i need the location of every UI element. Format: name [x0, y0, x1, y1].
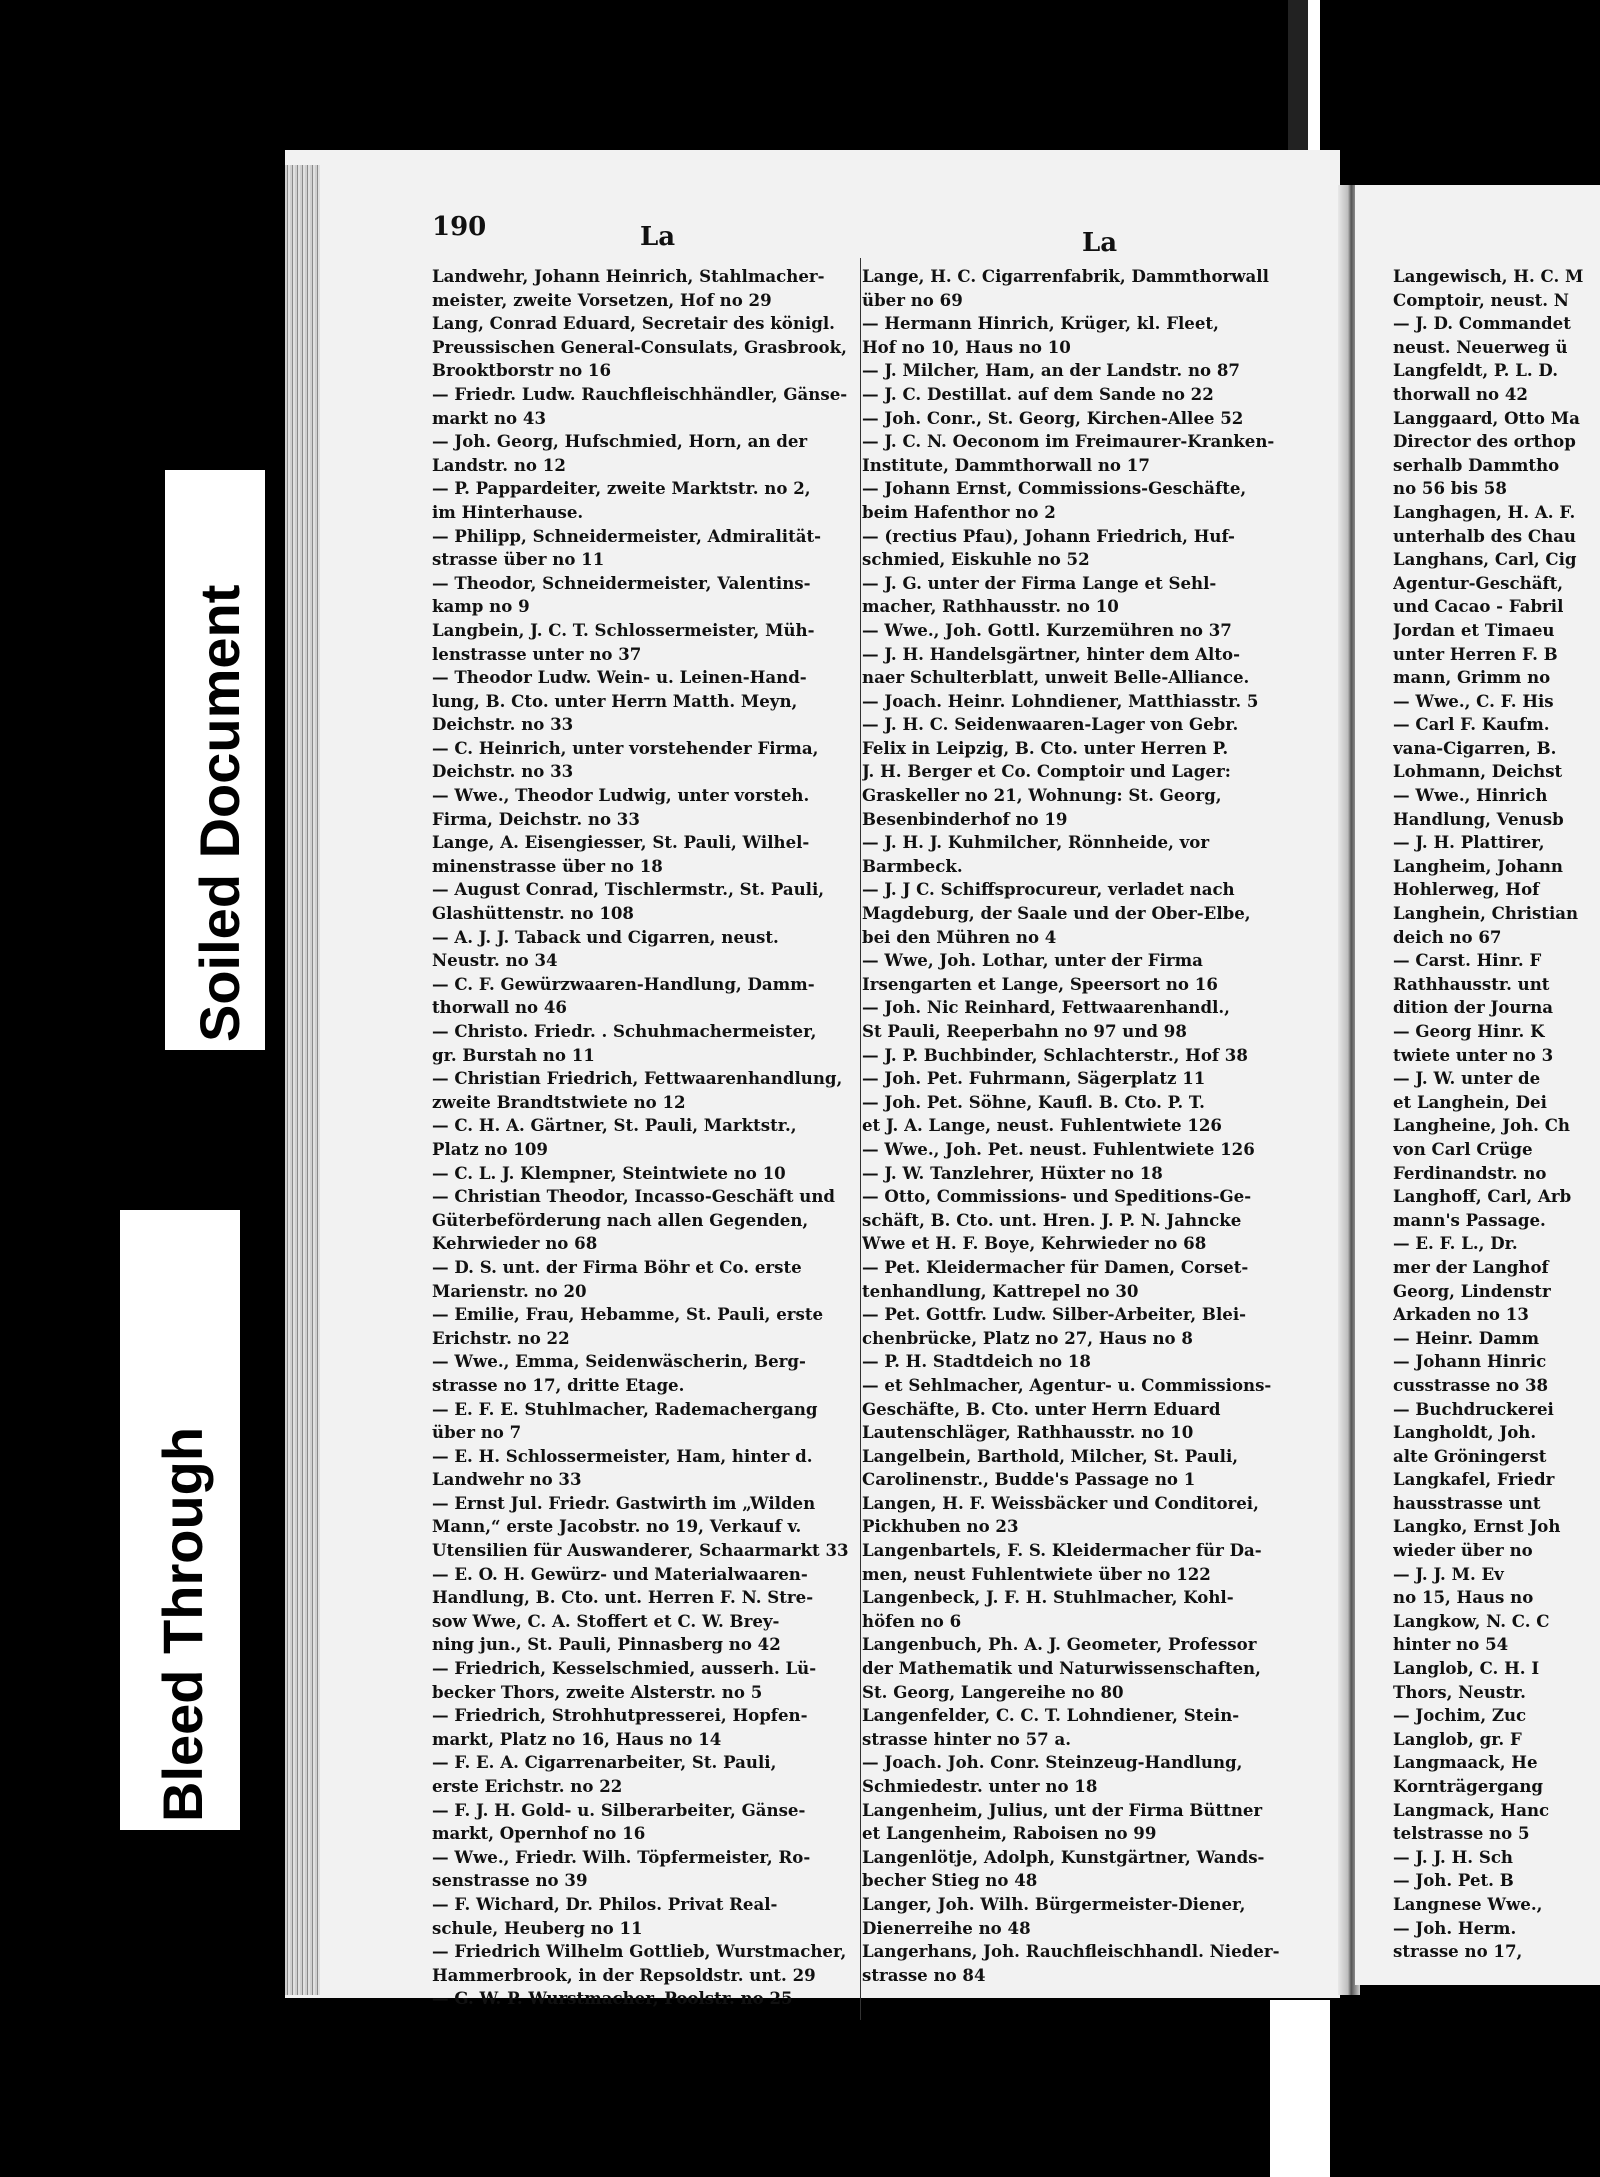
entry-line: Hof no 10, Haus no 10	[862, 336, 1071, 357]
entry-line: Langbein, J. C. T. Schlossermeister, Müh-	[432, 619, 815, 640]
entry-line: Handlung, Venusb	[1393, 808, 1564, 829]
entry-line: meister, zweite Vorsetzen, Hof no 29	[432, 289, 772, 310]
entry-line: Geschäfte, B. Cto. unter Herrn Eduard	[862, 1398, 1221, 1419]
entry-line: Ferdinandstr. no	[1393, 1162, 1547, 1183]
entry-line: telstrasse no 5	[1393, 1823, 1530, 1844]
entry-line: — C. H. A. Gärtner, St. Pauli, Marktstr.,	[432, 1115, 797, 1136]
entry-line: Langko, Ernst Joh	[1393, 1516, 1561, 1537]
entry-line: Deichstr. no 33	[432, 761, 574, 782]
entry-line: — Jochim, Zuc	[1393, 1705, 1527, 1726]
entry-line: alte Gröningerst	[1393, 1445, 1547, 1466]
entry-line: — Wwe., Friedr. Wilh. Töpfermeister, Ro-	[432, 1846, 811, 1867]
entry-line: — Friedrich, Kesselschmied, ausserh. Lü-	[432, 1658, 817, 1679]
entry-line: Institute, Dammthorwall no 17	[862, 454, 1150, 475]
entry-line: Langnese Wwe.,	[1393, 1893, 1543, 1914]
entry-line: — Christian Friedrich, Fettwaarenhandlung,	[432, 1068, 843, 1089]
entry-line: ning jun., St. Pauli, Pinnasberg no 42	[432, 1634, 781, 1655]
entry-line: strasse no 17,	[1393, 1941, 1523, 1962]
entry-line: tenhandlung, Kattrepel no 30	[862, 1280, 1139, 1301]
entry-line: Neustr. no 34	[432, 950, 558, 971]
entry-line: — J. G. unter der Firma Lange et Sehl-	[862, 572, 1217, 593]
entry-line: schule, Heuberg no 11	[432, 1917, 643, 1938]
entry-line: Langenbartels, F. S. Kleidermacher für Da-	[862, 1540, 1262, 1561]
entry-line: Rathhausstr. unt	[1393, 973, 1550, 994]
entry-line: Lautenschläger, Rathhausstr. no 10	[862, 1422, 1194, 1443]
entry-line: Pickhuben no 23	[862, 1516, 1019, 1537]
entry-line: Comptoir, neust. N	[1393, 289, 1569, 310]
entry-line: zweite Brandtstwiete no 12	[432, 1091, 686, 1112]
entry-line: — Wwe., C. F. His	[1393, 690, 1554, 711]
entry-line: et Langhein, Dei	[1393, 1091, 1547, 1112]
entry-line: — Joach. Heinr. Lohndiener, Matthiasstr. 5	[862, 690, 1259, 711]
entry-line: hausstrasse unt	[1393, 1492, 1541, 1513]
entry-line: unter Herren F. B	[1393, 643, 1558, 664]
entry-line: — J. J. H. Sch	[1393, 1846, 1513, 1867]
entry-line: dition der Journa	[1393, 997, 1554, 1018]
entry-line: men, neust Fuhlentwiete über no 122	[862, 1563, 1211, 1584]
bleed-through-label	[120, 1210, 240, 1830]
directory-column-2	[862, 265, 1322, 2025]
entry-line: Langkow, N. C. C	[1393, 1610, 1550, 1631]
entry-line: Hohlerweg, Hof	[1393, 879, 1540, 900]
entry-line: der Mathematik und Naturwissenschaften,	[862, 1658, 1261, 1679]
entry-line: — J. J C. Schiffsprocureur, verladet nach	[862, 879, 1235, 900]
entry-line: Besenbinderhof no 19	[862, 808, 1068, 829]
entry-line: — F. J. H. Gold- u. Silberarbeiter, Gänse-	[432, 1799, 806, 1820]
entry-line: — E. H. Schlossermeister, Ham, hinter d.	[432, 1445, 813, 1466]
entry-line: — E. F. L., Dr.	[1393, 1233, 1518, 1254]
entry-line: — Joh. Pet. Söhne, Kaufl. B. Cto. P. T.	[862, 1091, 1205, 1112]
entry-line: neust. Neuerweg ü	[1393, 336, 1568, 357]
entry-line: Langenfelder, C. C. T. Lohndiener, Stein-	[862, 1705, 1240, 1726]
entry-line: — Joh. Georg, Hufschmied, Horn, an der	[432, 431, 808, 452]
entry-line: Langenbuch, Ph. A. J. Geometer, Professor	[862, 1634, 1257, 1655]
entry-line: becher Stieg no 48	[862, 1870, 1038, 1891]
entry-line: Glashüttenstr. no 108	[432, 903, 634, 924]
entry-line: — Friedr. Ludw. Rauchfleischhändler, Gänse-	[432, 383, 848, 404]
entry-line: Magdeburg, der Saale und der Ober-Elbe,	[862, 903, 1251, 924]
bleed-through-text: Bleed Through	[151, 1426, 214, 1822]
entry-line: — C. L. J. Klempner, Steintwiete no 10	[432, 1162, 786, 1183]
entry-line: chenbrücke, Platz no 27, Haus no 8	[862, 1327, 1193, 1348]
entry-line: Langelbein, Barthold, Milcher, St. Pauli,	[862, 1445, 1239, 1466]
entry-line: über no 69	[862, 289, 963, 310]
entry-line: Langgaard, Otto Ma	[1393, 407, 1580, 428]
entry-line: naer Schulterblatt, unweit Belle-Alliance.	[862, 667, 1250, 688]
entry-line: — Philipp, Schneidermeister, Admiralität-	[432, 525, 822, 546]
entry-line: Lohmann, Deichst	[1393, 761, 1563, 782]
entry-line: Carolinenstr., Budde's Passage no 1	[862, 1469, 1196, 1490]
entry-line: — J. H. J. Kuhmilcher, Rönnheide, vor	[862, 832, 1210, 853]
entry-line: Agentur-Geschäft,	[1393, 572, 1564, 593]
entry-line: — Joh. Pet. Fuhrmann, Sägerplatz 11	[862, 1068, 1206, 1089]
entry-line: — Christo. Friedr. . Schuhmachermeister,	[432, 1021, 817, 1041]
entry-line: — P. H. Stadtdeich no 18	[862, 1351, 1091, 1372]
entry-line: serhalb Dammtho	[1393, 454, 1560, 475]
entry-line: strasse hinter no 57 a.	[862, 1728, 1072, 1749]
entry-line: — J. P. Buchbinder, Schlachterstr., Hof 38	[862, 1044, 1248, 1065]
entry-line: Kornträgergang	[1393, 1776, 1544, 1796]
entry-line: — J. H. Plattirer,	[1393, 832, 1545, 853]
entry-line: lung, B. Cto. unter Herrn Matth. Meyn,	[432, 690, 798, 711]
page-edges	[285, 165, 320, 1995]
entry-line: — J. H. Handelsgärtner, hinter dem Alto-	[862, 643, 1240, 664]
entry-line: schmied, Eiskuhle no 52	[862, 549, 1090, 570]
entry-line: lenstrasse unter no 37	[432, 643, 642, 664]
white-strip-bottom	[1270, 2000, 1330, 2177]
entry-line: twiete unter no 3	[1393, 1044, 1554, 1065]
entry-line: Firma, Deichstr. no 33	[432, 808, 640, 829]
entry-line: mann's Passage.	[1393, 1209, 1546, 1230]
entry-line: höfen no 6	[862, 1610, 962, 1631]
entry-line: — Joh. Herm.	[1393, 1917, 1517, 1938]
entry-line: no 15, Haus no	[1393, 1587, 1534, 1608]
entry-line: Langheim, Johann	[1393, 855, 1563, 876]
entry-line: — (rectius Pfau), Johann Friedrich, Huf-	[862, 525, 1235, 546]
entry-line: — Wwe., Theodor Ludwig, unter vorsteh.	[432, 785, 810, 806]
entry-line: gr. Burstah no 11	[432, 1044, 595, 1065]
entry-line: St. Georg, Langereihe no 80	[862, 1681, 1124, 1702]
entry-line: minenstrasse über no 18	[432, 855, 663, 876]
entry-line: — E. O. H. Gewürz- und Materialwaaren-	[432, 1563, 808, 1584]
entry-line: Barmbeck.	[862, 855, 963, 876]
entry-line: kamp no 9	[432, 596, 530, 617]
entry-line: Güterbeförderung nach allen Gegenden,	[432, 1209, 809, 1230]
entry-line: Irsengarten et Lange, Speersort no 16	[862, 973, 1218, 994]
entry-line: — Otto, Commissions- und Speditions-Ge-	[862, 1186, 1252, 1207]
entry-line: Thors, Neustr.	[1393, 1681, 1526, 1702]
entry-line: — J. W. unter de	[1393, 1068, 1541, 1089]
entry-line: — J. H. C. Seidenwaaren-Lager von Gebr.	[862, 714, 1239, 735]
entry-line: Langfeldt, P. L. D.	[1393, 360, 1558, 381]
entry-line: — Hermann Hinrich, Krüger, kl. Fleet,	[862, 313, 1219, 334]
entry-line: beim Hafenthor no 2	[862, 501, 1056, 522]
entry-line: Dienerreihe no 48	[862, 1917, 1031, 1938]
entry-line: Langhagen, H. A. F.	[1393, 501, 1576, 522]
entry-line: senstrasse no 39	[432, 1870, 588, 1891]
entry-line: Lange, A. Eisengiesser, St. Pauli, Wilhel-	[432, 832, 810, 853]
entry-line: Langenheim, Julius, unt der Firma Büttner	[862, 1799, 1263, 1820]
entry-line: Felix in Leipzig, B. Cto. unter Herren P.	[862, 737, 1229, 758]
entry-line: Preussischen General-Consulats, Grasbrook,	[432, 336, 847, 357]
entry-line: — D. S. unt. der Firma Böhr et Co. erste	[432, 1256, 802, 1277]
entry-line: St Pauli, Reeperbahn no 97 und 98	[862, 1021, 1187, 1041]
entry-line: — Ernst Jul. Friedr. Gastwirth im „Wilden	[432, 1492, 816, 1513]
entry-line: Landwehr, Johann Heinrich, Stahlmacher-	[432, 266, 825, 286]
entry-line: — Heinr. Damm	[1393, 1327, 1540, 1348]
entry-line: becker Thors, zweite Alsterstr. no 5	[432, 1681, 763, 1702]
entry-line: Langerhans, Joh. Rauchfleischhandl. Nieder-	[862, 1941, 1280, 1962]
entry-line: markt, Platz no 16, Haus no 14	[432, 1728, 722, 1749]
entry-line: Kehrwieder no 68	[432, 1233, 598, 1254]
entry-line: et J. A. Lange, neust. Fuhlentwiete 126	[862, 1115, 1222, 1136]
header-right-title: La	[1082, 228, 1118, 258]
entry-line: Mann,“ erste Jacobstr. no 19, Verkauf v.	[432, 1516, 802, 1537]
entry-line: — Carst. Hinr. F	[1393, 950, 1542, 971]
entry-line: Langholdt, Joh.	[1393, 1422, 1537, 1443]
entry-line: Lange, H. C. Cigarrenfabrik, Dammthorwall	[862, 266, 1269, 286]
entry-line: — J. W. Tanzlehrer, Hüxter no 18	[862, 1162, 1163, 1183]
directory-column-3	[1393, 265, 1600, 2025]
entry-line: Utensilien für Auswanderer, Schaarmarkt 33	[432, 1540, 849, 1561]
entry-line: Langkafel, Friedr	[1393, 1469, 1555, 1490]
directory-column-1	[432, 265, 877, 2025]
entry-line: — F. E. A. Cigarrenarbeiter, St. Pauli,	[432, 1752, 777, 1773]
entry-line: — Joh. Pet. B	[1393, 1870, 1514, 1891]
entry-line: Landstr. no 12	[432, 454, 566, 475]
entry-line: — Wwe., Hinrich	[1393, 785, 1548, 806]
entry-line: — Johann Hinric	[1393, 1351, 1547, 1372]
entry-line: — C. F. Gewürzwaaren-Handlung, Damm-	[432, 973, 815, 994]
entry-line: Langmack, Hanc	[1393, 1799, 1550, 1820]
entry-line: — et Sehlmacher, Agentur- u. Commissions-	[862, 1374, 1272, 1395]
entry-line: — Pet. Kleidermacher für Damen, Corset-	[862, 1256, 1249, 1277]
entry-line: Georg, Lindenstr	[1393, 1280, 1551, 1301]
entry-line: vana-Cigarren, B.	[1393, 737, 1557, 758]
entry-line: — Wwe, Joh. Lothar, unter der Firma	[862, 950, 1203, 971]
entry-line: — J. D. Commandet	[1393, 313, 1571, 334]
entry-line: — J. C. Destillat. auf dem Sande no 22	[862, 383, 1214, 404]
entry-line: mer der Langhof	[1393, 1256, 1549, 1277]
entry-line: — Wwe., Joh. Gottl. Kurzemühren no 37	[862, 619, 1232, 640]
entry-line: — E. F. E. Stuhlmacher, Rademachergang	[432, 1398, 818, 1419]
entry-line: deich no 67	[1393, 926, 1502, 947]
entry-line: Hammerbrook, in der Repsoldstr. unt. 29	[432, 1964, 816, 1985]
entry-line: im Hinterhause.	[432, 501, 584, 522]
entry-line: — Wwe., Emma, Seidenwäscherin, Berg-	[432, 1351, 806, 1372]
entry-line: Langmaack, He	[1393, 1752, 1538, 1773]
entry-line: — J. C. N. Oeconom im Freimaurer-Kranken-	[862, 431, 1275, 452]
entry-line: J. H. Berger et Co. Comptoir und Lager:	[862, 761, 1231, 782]
entry-line: et Langenheim, Raboisen no 99	[862, 1823, 1157, 1844]
entry-line: — P. Pappardeiter, zweite Marktstr. no 2,	[432, 478, 811, 499]
soiled-document-label	[165, 470, 265, 1050]
entry-line: strasse über no 11	[432, 549, 605, 570]
entry-line: — Theodor, Schneidermeister, Valentins-	[432, 572, 811, 593]
entry-line: mann, Grimm no	[1393, 667, 1551, 688]
entry-line: Langer, Joh. Wilh. Bürgermeister-Diener,	[862, 1893, 1246, 1914]
entry-line: strasse no 84	[862, 1964, 986, 1985]
entry-line: Langenbeck, J. F. H. Stuhlmacher, Kohl-	[862, 1587, 1234, 1608]
entry-line: erste Erichstr. no 22	[432, 1776, 623, 1796]
entry-line: — G. W. P. Wurstmacher, Poolstr. no 25	[432, 1988, 793, 2009]
entry-line: thorwall no 46	[432, 997, 567, 1018]
entry-line: über no 7	[432, 1422, 522, 1443]
entry-line: Langhans, Carl, Cig	[1393, 549, 1577, 570]
entry-line: schäft, B. Cto. unt. Hren. J. P. N. Jahncke	[862, 1209, 1242, 1230]
entry-line: — J. Milcher, Ham, an der Landstr. no 87	[862, 360, 1240, 381]
entry-line: unterhalb des Chau	[1393, 525, 1576, 546]
entry-line: — August Conrad, Tischlermstr., St. Pauli,	[432, 879, 825, 900]
entry-line: — Georg Hinr. K	[1393, 1021, 1545, 1041]
entry-line: — Friedrich Wilhelm Gottlieb, Wurstmacher,	[432, 1941, 847, 1962]
entry-line: Langenlötje, Adolph, Kunstgärtner, Wands-	[862, 1846, 1265, 1867]
entry-line: Director des orthop	[1393, 431, 1576, 452]
entry-line: — Joh. Conr., St. Georg, Kirchen-Allee 52	[862, 407, 1244, 428]
entry-line: cusstrasse no 38	[1393, 1374, 1549, 1395]
entry-line: strasse no 17, dritte Etage.	[432, 1374, 685, 1395]
entry-line: Langhein, Christian	[1393, 903, 1579, 924]
entry-line: Langen, H. F. Weissbäcker und Conditorei,	[862, 1492, 1259, 1513]
entry-line: markt, Opernhof no 16	[432, 1823, 646, 1844]
entry-line: — Wwe., Joh. Pet. neust. Fuhlentwiete 126	[862, 1138, 1255, 1159]
entry-line: — Friedrich, Strohhutpresserei, Hopfen-	[432, 1705, 808, 1726]
entry-line: bei den Mühren no 4	[862, 926, 1057, 947]
entry-line: Langhoff, Carl, Arb	[1393, 1186, 1572, 1207]
entry-line: thorwall no 42	[1393, 383, 1528, 404]
entry-line: markt no 43	[432, 407, 546, 428]
entry-line: Handlung, B. Cto. unt. Herren F. N. Stre-	[432, 1587, 814, 1608]
entry-line: — Buchdruckerei	[1393, 1398, 1554, 1419]
entry-line: — Theodor Ludw. Wein- u. Leinen-Hand-	[432, 667, 807, 688]
entry-line: Marienstr. no 20	[432, 1280, 587, 1301]
entry-line: von Carl Crüge	[1393, 1138, 1533, 1159]
entry-line: Landwehr no 33	[432, 1469, 582, 1490]
entry-line: — Joh. Nic Reinhard, Fettwaarenhandl.,	[862, 997, 1230, 1018]
entry-line: Schmiedestr. unter no 18	[862, 1776, 1098, 1796]
entry-line: Langlob, C. H. I	[1393, 1658, 1540, 1679]
entry-line: — Pet. Gottfr. Ludw. Silber-Arbeiter, Blei-	[862, 1304, 1247, 1325]
entry-line: macher, Rathhausstr. no 10	[862, 596, 1119, 617]
entry-line: Brooktborstr no 16	[432, 360, 612, 381]
entry-line: — J. J. M. Ev	[1393, 1563, 1504, 1584]
entry-line: sow Wwe, C. A. Stoffert et C. W. Brey-	[432, 1610, 780, 1631]
entry-line: — Carl F. Kaufm.	[1393, 714, 1550, 735]
entry-line: no 56 bis 58	[1393, 478, 1507, 499]
entry-line: Lang, Conrad Eduard, Secretair des königl.	[432, 313, 835, 334]
entry-line: — Johann Ernst, Commissions-Geschäfte,	[862, 478, 1247, 499]
entry-line: Graskeller no 21, Wohnung: St. Georg,	[862, 785, 1222, 806]
page-number: 190	[432, 212, 487, 242]
entry-line: — Joach. Joh. Conr. Steinzeug-Handlung,	[862, 1752, 1243, 1773]
entry-line: Erichstr. no 22	[432, 1327, 570, 1348]
entry-line: Langlob, gr. F	[1393, 1728, 1522, 1749]
entry-line: Wwe et H. F. Boye, Kehrwieder no 68	[862, 1233, 1207, 1254]
entry-line: Jordan et Timaeu	[1393, 619, 1555, 640]
entry-line: hinter no 54	[1393, 1634, 1509, 1655]
entry-line: — A. J. J. Taback und Cigarren, neust.	[432, 926, 779, 947]
entry-line: wieder über no	[1393, 1540, 1533, 1561]
entry-line: — Christian Theodor, Incasso-Geschäft und	[432, 1186, 836, 1207]
entry-line: und Cacao - Fabril	[1393, 596, 1564, 617]
entry-line: Deichstr. no 33	[432, 714, 574, 735]
soiled-document-text: Soiled Document	[188, 584, 251, 1042]
entry-line: — Emilie, Frau, Hebamme, St. Pauli, erste	[432, 1304, 824, 1325]
entry-line: — F. Wichard, Dr. Philos. Privat Real-	[432, 1893, 778, 1914]
entry-line: Langheine, Joh. Ch	[1393, 1115, 1570, 1136]
header-left-title: La	[640, 222, 676, 252]
entry-line: Arkaden no 13	[1393, 1304, 1529, 1325]
entry-line: Platz no 109	[432, 1138, 548, 1159]
entry-line: — C. Heinrich, unter vorstehender Firma,	[432, 737, 819, 758]
entry-line: Langewisch, H. C. M	[1393, 266, 1584, 286]
